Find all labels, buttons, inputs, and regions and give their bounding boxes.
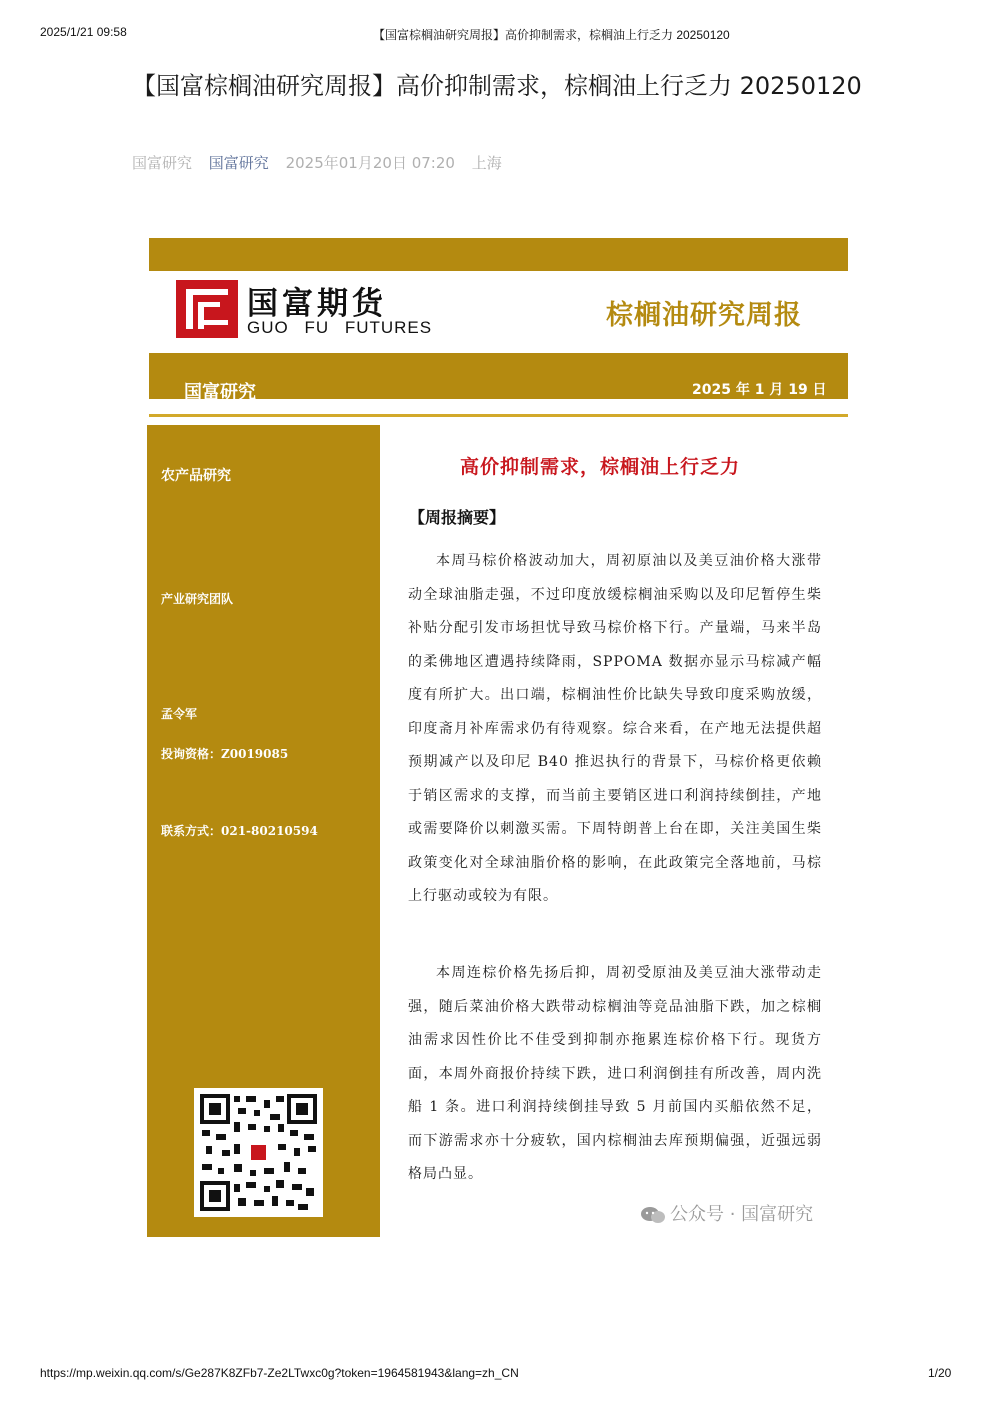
sidebar-analyst: 孟令军 — [161, 707, 198, 721]
summary-paragraph-2: 本周连棕价格先扬后抑，周初受原油及美豆油大涨带动走强，随后菜油价格大跌带动棕榈油等竞品油脂下跌，加之棕榈油需求因性价比不佳受到抑制亦拖累连棕价格下行。现货方面，本周外商报价持续下跌，进口利润倒挂有所改善，周内洗船 1 条。进口利润持续倒挂导致 5 月前国内买船依然不足，而下游需求亦十分疲软，国内棕榈油去库预期偏强，近强远弱格局凸显。 — [408, 965, 822, 1182]
divider-line — [149, 414, 848, 417]
article-title: 【国富棕榈油研究周报】高价抑制需求，棕榈油上行乏力 20250120 — [132, 72, 862, 100]
account-link[interactable]: 国富研究 — [208, 154, 269, 172]
article-meta — [132, 152, 514, 173]
band-label: 国富研究 — [184, 382, 256, 403]
article-location: 上海 — [471, 154, 502, 172]
company-name-en: GUO FU FUTURES — [247, 318, 433, 337]
print-page-number: 1/20 — [928, 1366, 952, 1380]
article-author: 国富研究 — [132, 154, 193, 172]
report-top-band — [149, 238, 848, 271]
print-datetime: 2025/1/21 09:58 — [40, 25, 127, 39]
wechat-watermark — [640, 1200, 813, 1226]
report-headline: 高价抑制需求，棕榈油上行乏力 — [460, 456, 741, 478]
sidebar-category: 农产品研究 — [161, 468, 231, 484]
company-name-cn: 国富期货 — [247, 286, 387, 322]
sidebar-contact: 联系方式：021-80210594 — [161, 824, 318, 838]
wechat-icon — [640, 1206, 666, 1224]
report-name: 棕榈油研究周报 — [606, 300, 802, 331]
article-datetime: 2025年01月20日 07:20 — [285, 154, 455, 172]
print-url: https://mp.weixin.qq.com/s/Ge287K8ZFb7-Ze2LTwxc0g?token=1964581943&lang=zh_CN — [40, 1366, 519, 1380]
report-date: 2025 年 1 月 19 日 — [692, 382, 827, 398]
summary-heading: 【周报摘要】 — [409, 508, 506, 527]
qr-code-icon — [194, 1088, 323, 1217]
sidebar-team: 产业研究团队 — [161, 592, 234, 606]
watermark-text: 公众号 · 国富研究 — [670, 1204, 814, 1225]
print-doc-title: 【国富棕榈油研究周报】高价抑制需求，棕榈油上行乏力 20250120 — [373, 28, 730, 42]
company-logo-icon — [176, 280, 238, 338]
sidebar-license: 投询资格：Z0019085 — [161, 747, 289, 761]
summary-paragraph-1: 本周马棕价格波动加大，周初原油以及美豆油价格大涨带动全球油脂走强，不过印度放缓棕榈油采购以及印尼暂停生柴补贴分配引发市场担忧导致马棕价格下行。产量端，马来半岛的柔佛地区遭遇持续降雨，SPPOMA 数据亦显示马棕减产幅度有所扩大。出口端，棕榈油性价比缺失导致印度采购放缓，印度斋月补库需求仍有待观察。综合来看，在产地无法提供超预期减产以及印尼 B40 推迟执行的背景下，马棕价格更依赖于销区需求的支撑，而当前主要销区进口利润持续倒挂，产地或需要降价以刺激买需。下周特朗普上台在即，关注美国生柴政策变化对全球油脂价格的影响，在此政策完全落地前，马棕上行驱动或较为有限。 — [408, 553, 822, 904]
